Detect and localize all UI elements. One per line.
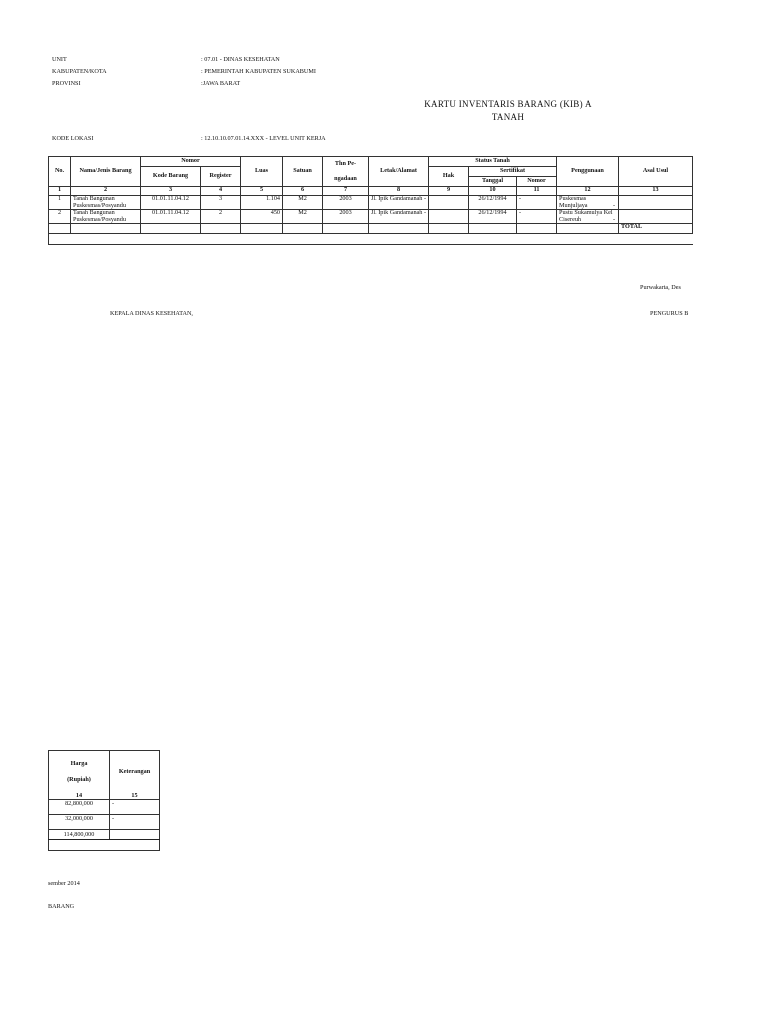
- col-number: 10: [469, 187, 517, 196]
- kabupaten-label: KABUPATEN/KOTA: [52, 68, 107, 75]
- cell-register: 2: [201, 210, 241, 224]
- header-kode-barang: Kode Barang: [141, 167, 201, 187]
- col-number: 5: [241, 187, 283, 196]
- col-number: 13: [619, 187, 693, 196]
- header-sertifikat: Sertifikat: [469, 167, 557, 177]
- cell-total-harga: 114,800,000: [49, 830, 110, 840]
- header-letak: Letak/Alamat: [369, 157, 429, 187]
- cell-keterangan: -: [110, 800, 160, 815]
- col-number: 12: [557, 187, 619, 196]
- cell-letak-text: Jl. Ipik Gandamanah: [371, 209, 423, 216]
- inventory-table: [48, 156, 693, 245]
- place-date-continued: sember 2014: [48, 880, 80, 887]
- provinsi-value: :JAWA BARAT: [201, 80, 241, 87]
- unit-label: UNIT: [52, 56, 67, 63]
- col-number-14: 14: [49, 791, 110, 800]
- header-penggunaan: Penggunaan: [557, 157, 619, 187]
- cell-luas: 450: [241, 210, 283, 224]
- kabupaten-value: : PEMERINTAH KABUPATEN SUKABUMI: [201, 68, 316, 75]
- cell-asal: [619, 196, 693, 210]
- cell-luas: 1.104: [241, 196, 283, 210]
- cell-no: 1: [49, 196, 71, 210]
- header-no: No.: [49, 157, 71, 187]
- kode-lokasi-label: KODE LOKASI: [52, 135, 94, 142]
- col-number: 3: [141, 187, 201, 196]
- col-number: 8: [369, 187, 429, 196]
- cell-letak-dash: -: [423, 209, 426, 216]
- header-luas: Luas: [241, 157, 283, 187]
- col-number: 7: [323, 187, 369, 196]
- col-number: 4: [201, 187, 241, 196]
- table-row: [49, 815, 160, 830]
- header-keterangan: Keterangan: [110, 751, 160, 792]
- cell-harga: 82,800,000: [49, 800, 110, 815]
- header-harga-line2: (Rupiah): [67, 775, 91, 783]
- kepala-dinas-label: KEPALA DINAS KESEHATAN,: [110, 310, 193, 317]
- unit-value: : 07.01 - DINAS KESEHATAN: [201, 56, 280, 63]
- empty-row: [49, 840, 160, 851]
- cell-harga: 32,000,000: [49, 815, 110, 830]
- header-tanggal: Tanggal: [469, 177, 517, 187]
- cell-no: 2: [49, 210, 71, 224]
- cell-letak: [369, 196, 429, 210]
- cell-hak: [429, 210, 469, 224]
- header-hak: Hak: [429, 167, 469, 187]
- header-harga-line1: Harga: [70, 759, 88, 767]
- provinsi-label: PROVINSI: [52, 80, 81, 87]
- total-row: [49, 224, 693, 234]
- cell-tanggal: 26/12/1994: [469, 196, 517, 210]
- cell-letak: [369, 210, 429, 224]
- cell-penggunaan-text: Puskesmas Munjuljaya: [559, 195, 588, 209]
- cell-keterangan: -: [110, 815, 160, 830]
- cell-nomor: -: [517, 196, 557, 210]
- cell-penggunaan-text: Pustu Sukamulya Kel Cisereuh: [559, 209, 613, 223]
- cell-hak: [429, 196, 469, 210]
- header-nomor: Nomor: [141, 157, 241, 167]
- cell-register: 3: [201, 196, 241, 210]
- header-satuan: Satuan: [283, 157, 323, 187]
- table-row: [49, 210, 693, 224]
- cell-nama: Tanah Bangunan Puskesmas/Posyandu: [71, 210, 141, 224]
- total-row: [49, 830, 160, 840]
- cell-letak-dash: -: [423, 195, 426, 202]
- pengurus-continued: BARANG: [48, 903, 75, 910]
- col-number: 11: [517, 187, 557, 196]
- cell-tanggal: 26/12/1994: [469, 210, 517, 224]
- header-asal-usul: Asal Usul: [619, 157, 693, 187]
- cell-penggunaan: [557, 196, 619, 210]
- table-row: [49, 196, 693, 210]
- cell-tahun: 2003: [323, 196, 369, 210]
- header-tahun-line1: Thn Pe-: [334, 160, 357, 167]
- header-register: Register: [201, 167, 241, 187]
- cell-nama: Tanah Bangunan Puskesmas/Posyandu: [71, 196, 141, 210]
- cell-penggunaan-dash: -: [613, 215, 616, 223]
- empty-row: [49, 234, 693, 245]
- place-date: Purwakarta, Des: [640, 284, 681, 291]
- cell-asal: [619, 210, 693, 224]
- col-number: 9: [429, 187, 469, 196]
- pengurus-label: PENGURUS B: [650, 310, 689, 317]
- document-subtitle: TANAH: [491, 112, 525, 122]
- col-number: 1: [49, 187, 71, 196]
- header-nomor-sertifikat: Nomor: [517, 177, 557, 187]
- header-tahun-line2: ngadaan: [334, 174, 357, 182]
- cell-satuan: M2: [283, 210, 323, 224]
- harga-table: [48, 750, 160, 851]
- cell-satuan: M2: [283, 196, 323, 210]
- header-status-tanah: Status Tanah: [429, 157, 557, 167]
- cell-kode: 01.01.11.04.12: [141, 210, 201, 224]
- cell-penggunaan: [557, 210, 619, 224]
- document-title: KARTU INVENTARIS BARANG (KIB) A: [424, 99, 592, 109]
- kode-lokasi-value: : 12.10.10.07.01.14.XXX - LEVEL UNIT KERJA: [201, 135, 326, 142]
- cell-nomor: -: [517, 210, 557, 224]
- header-harga: [49, 751, 110, 792]
- col-number: 2: [71, 187, 141, 196]
- cell-letak-text: Jl. Ipik Gandamanah: [371, 195, 423, 202]
- header-nama: Nama/Jenis Barang: [71, 157, 141, 187]
- col-number: 6: [283, 187, 323, 196]
- col-number-15: 15: [110, 791, 160, 800]
- total-label: TOTAL: [619, 224, 693, 234]
- cell-tahun: 2003: [323, 210, 369, 224]
- header-tahun-pengadaan: [323, 157, 369, 187]
- table-row: [49, 800, 160, 815]
- cell-kode: 01.01.11.04.12: [141, 196, 201, 210]
- cell-penggunaan-dash: -: [613, 201, 616, 209]
